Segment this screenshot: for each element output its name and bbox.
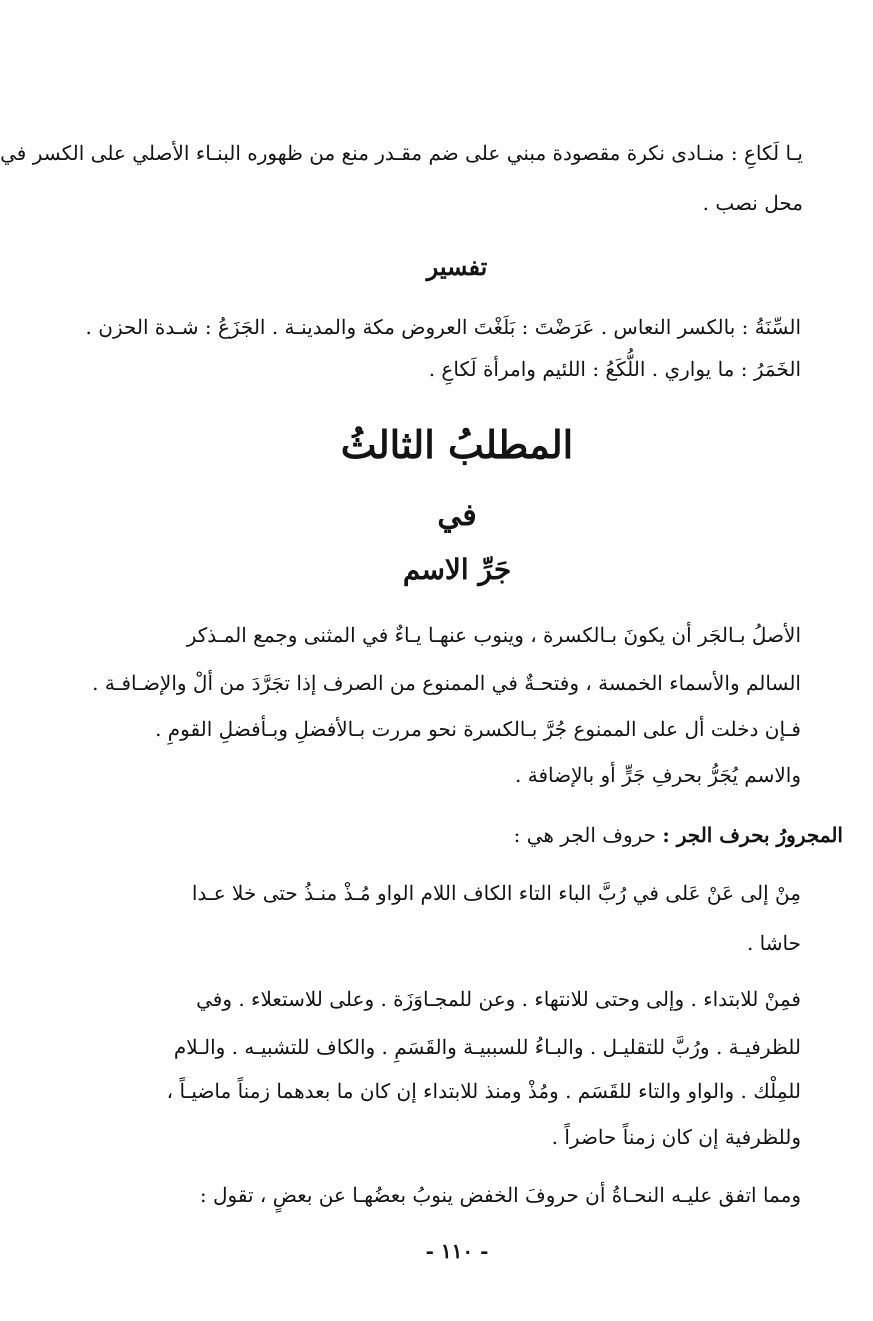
para4-line-4: وللظرفية إن كان زمناً حاضراً .: [551, 1125, 801, 1149]
section-subtitle: جَرِّ الاسم: [402, 553, 512, 586]
para2-rest: حروف الجر هي :: [513, 823, 663, 847]
tafsir-line-2: الخَمَرُ : ما يواري . اللُّكَعُ : اللئيم وامرأة لَكاعِ .: [428, 357, 801, 381]
page-number: - ١١٠ -: [425, 1239, 489, 1263]
intro-line-2: محل نصب .: [702, 191, 803, 215]
para1-line-1: الأصلُ بـالجَر أن يكونَ بـالكسرة ، وينوب عنهـا يـاءٌ في المثنى وجمع المـذكر: [186, 623, 801, 647]
para4-line-2: للظرفيـة . ورُبَّ للتقليـل . والبـاءُ للسببيـة والقَسَمِ . والكاف للتشبيـه . والـلام: [173, 1035, 801, 1059]
para3-line-2: حاشا .: [746, 931, 801, 955]
para1-line-3: فـإن دخلت أل على الممنوع جُرَّ بـالكسرة نحو مررت بـالأفضلِ وبـأفضلِ القومِ .: [155, 717, 801, 741]
para5-line-1: ومما اتفق عليـه النحـاةُ أن حروفَ الخفض ينوبُ بعضُهـا عن بعضٍ ، تقول :: [199, 1183, 801, 1207]
para3-line-1: مِنْ إلى عَنْ عَلى في رُبَّ الباء التاء الكاف اللام الواو مُـذْ منـذُ حتى خلا عـدا: [191, 881, 801, 905]
tafsir-line-1: السِّنَةُ : بالكسر النعاس . عَرَضْتَ : بَلَغْتَ العروض مكة والمدينـة . الجَزَعُ : شـدة الحزن .: [85, 315, 801, 339]
para1-line-4: والاسم يُجَرُّ بحرفِ جَرٍّ أو بالإضافة .: [515, 763, 801, 787]
section-title: المطلبُ الثالثُ: [340, 422, 574, 467]
para2-lead: المجرورُ بحرف الجر :: [662, 823, 843, 847]
section-fi: في: [437, 498, 477, 533]
para1-line-2: السالم والأسماء الخمسة ، وفتحـةٌ في الممنوع من الصرف إذا تجَرَّدَ من ألْ والإضـافـة .: [92, 671, 801, 695]
tafsir-heading: تفسير: [426, 252, 488, 281]
para4-line-1: فمِنْ للابتداء . وإلى وحتى للانتهاء . وعن للمجـاوَزَة . وعلى للاستعلاء . وفي: [196, 987, 801, 1011]
para4-line-3: للمِلْك . والواو والتاء للقَسَم . ومُذْ ومنذ للابتداء إن كان ما بعدهما زمناً ماضيـاً ،: [166, 1079, 801, 1103]
intro-line-1: يـا لَكاعِ : منـادى نكرة مقصودة مبني على ضم مقـدر منع من ظهوره البنـاء الأصلي على الكسر في: [0, 141, 803, 165]
para2-line: [113, 820, 843, 850]
